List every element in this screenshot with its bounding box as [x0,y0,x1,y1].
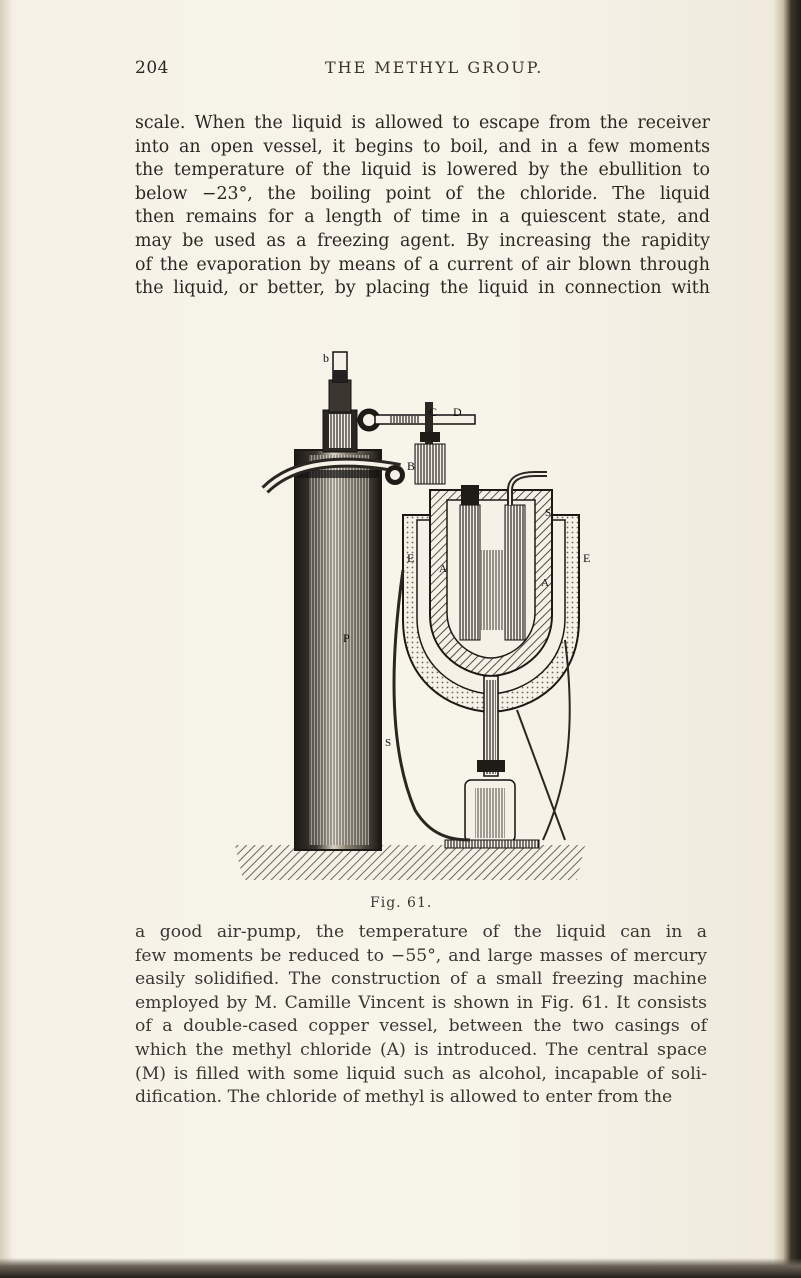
figure-label-b-upper: B [407,459,416,473]
paragraph-bottom [135,921,707,1110]
text-line: a good air-pump, the temperature of the liquid can in a [135,922,707,942]
freezing-machine-illustration [225,340,600,888]
figure-label-p: P [343,631,350,645]
page-gutter-shadow [0,0,12,1278]
text-line: the temperature of the liquid is lowered by the ebullition to [135,160,710,181]
text-line: below −23°, the boiling point of the chloride. The liquid [135,183,710,204]
figure-label-e-left: E [407,551,415,565]
text-line: dification. The chloride of methyl is allowed to enter from the [135,1087,673,1108]
running-head: THE METHYL GROUP. [325,58,544,77]
page-bottom-edge [0,1258,801,1278]
freezing-machine-figure [225,340,600,888]
figure-caption: Fig. 61. [370,895,433,911]
figure-label-s-bottom: S [385,737,392,749]
text-line: may be used as a freezing agent. By increasing the rapidity [135,230,710,251]
figure-label-a-left: A [439,563,447,575]
inner-vessel [430,490,552,676]
figure-label-e-right: E [583,551,591,565]
page-right-edge [773,0,801,1278]
ground-shading [235,845,585,880]
text-line: of the evaporation by means of a current of air blown through [135,254,710,275]
text-line: the liquid, or better, by placing the liquid in connection with [135,278,710,299]
figure-label-d: D [453,405,462,419]
text-line: which the methyl chloride (A) is introduced. The central space [135,1039,707,1060]
page-header [135,58,705,88]
text-line: employed by M. Camille Vincent is shown in Fig. 61. It consists [135,992,707,1013]
figure-label-c: C [429,405,438,419]
paragraph-top [135,112,710,301]
page-number: 204 [135,58,169,78]
text-line: easily solidified. The construction of a small freezing machine [135,969,707,990]
text-line: then remains for a length of time in a quiescent state, and [135,207,710,228]
figure-label-b: b [323,351,329,365]
text-line: few moments be reduced to −55°, and large masses of mercury [135,945,707,966]
figure-label-a-right: A [541,577,549,589]
text-line: (M) is filled with some liquid such as alcohol, incapable of soli- [135,1063,707,1084]
text-line: of a double-cased copper vessel, between the two casings of [135,1016,707,1037]
text-line: scale. When the liquid is allowed to escape from the receiver [135,113,710,133]
figure-label-s-top: S [545,507,552,519]
text-line: into an open vessel, it begins to boil, and in a few moments [135,136,710,157]
